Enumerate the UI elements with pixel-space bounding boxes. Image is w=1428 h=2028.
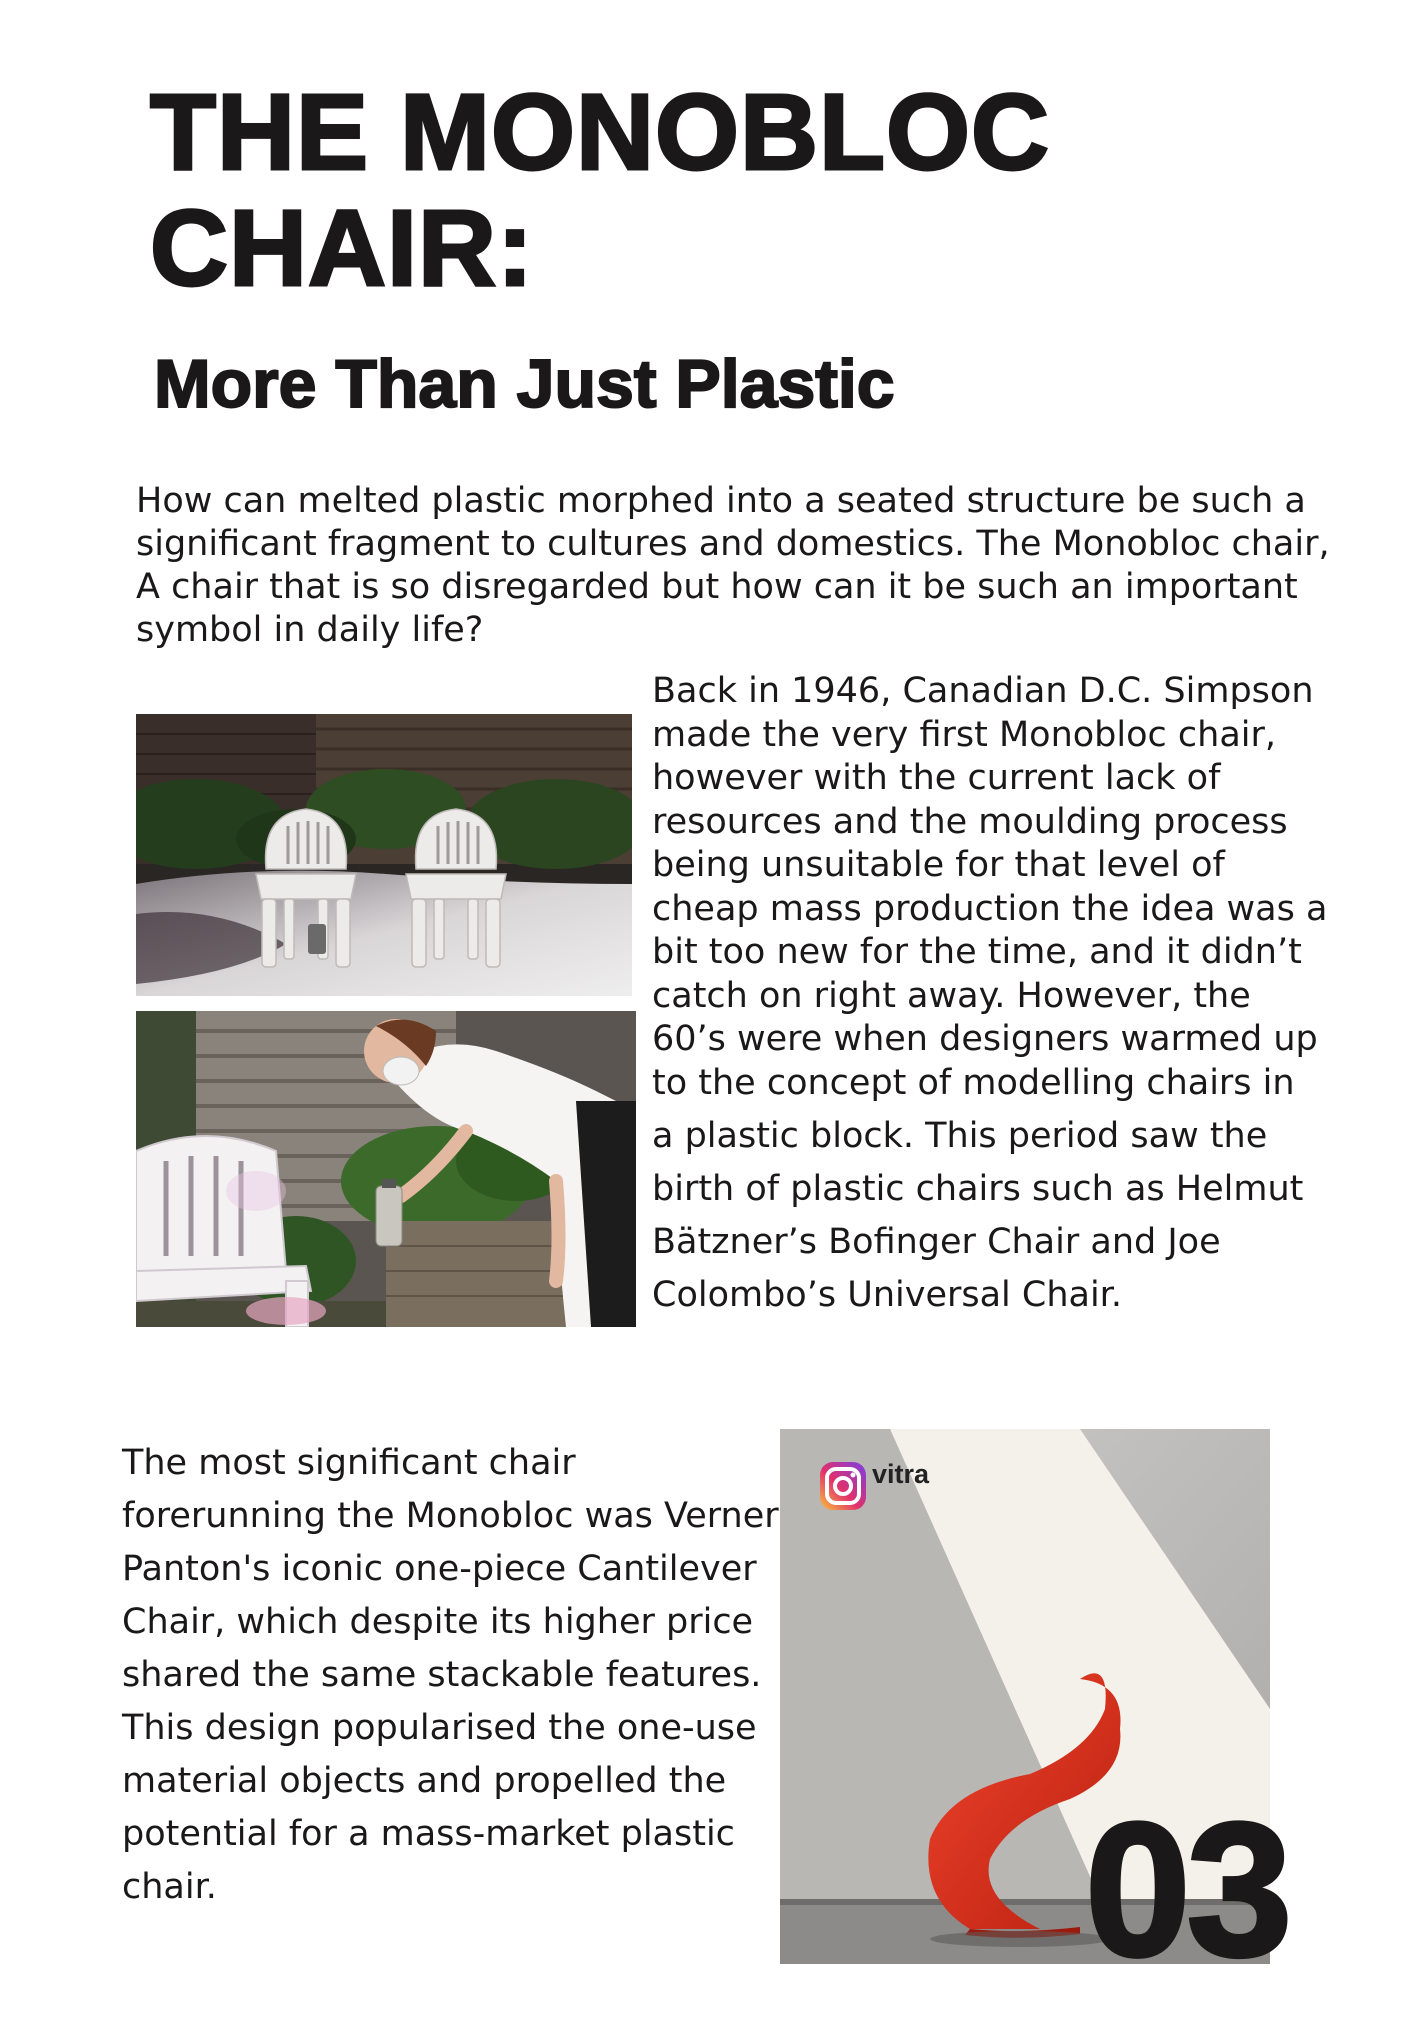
two-chairs-photo: [136, 714, 632, 996]
instagram-icon: [818, 1458, 868, 1514]
page-subtitle: More Than Just Plastic: [154, 346, 895, 422]
history-tail-text: a plastic block. This period saw the birth of plastic chairs such as Helmut Bätzner’s Bofinger Chair and Joe Colombo’s Universal Chair.: [652, 1116, 1304, 1315]
page-title: [150, 71, 1050, 308]
history-main-text: Back in 1946, Canadian D.C. Simpson made the very first Monobloc chair, however with the current lack of resources and the moulding process being unsuitable for that level of cheap mass production the idea was a bit too new for the time, and it didn’t catch on right away. However, the 60’s were when designers warmed up to the concept of modelling chairs in: [652, 671, 1328, 1103]
title-line-2: CHAIR:: [150, 187, 534, 308]
panton-paragraph: The most significant chair forerunning the Monobloc was Verner Panton's iconic one-piece Cantilever Chair, which despite its higher price shared the same stackable features. This design popularised the one-use material objects and propelled the potential for a mass-market plastic chair.: [122, 1443, 779, 1907]
page-number: 03: [1085, 1784, 1289, 1996]
instagram-handle: vitra: [872, 1459, 930, 1489]
spray-painting-photo: [136, 1011, 636, 1327]
title-line-1: THE MONOBLOC: [150, 71, 1050, 192]
history-paragraph: [652, 670, 1332, 1322]
intro-paragraph: How can melted plastic morphed into a seated structure be such a significant fragment to cultures and domestics. The Monobloc chair, A chair that is so disregarded but how can it be such an important symbol in daily life?: [136, 481, 1330, 650]
